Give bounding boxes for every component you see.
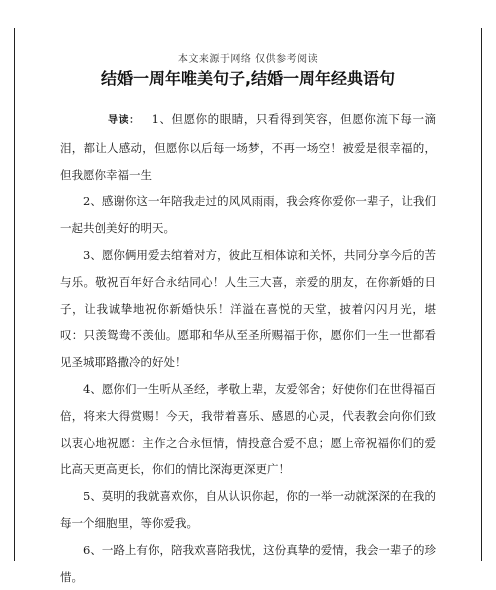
paragraph-1 <box>60 106 436 188</box>
paragraph-2: 2、感谢你这一年陪我走过的风风雨雨，我会疼你爱你一辈子，让我们一起共创美好的明天。 <box>60 194 436 236</box>
paragraph-5: 5、莫明的我就喜欢你，自从认识你起，你的一举一动就深深的在我的每一个细胞里，等你爱我。 <box>60 489 436 530</box>
paragraph-6: 6、一路上有你，陪我欢喜陪我忧，这份真挚的爱情，我会一辈子的珍惜。 <box>60 542 436 584</box>
document-body <box>60 106 436 590</box>
lead-label: 导读： <box>108 115 140 126</box>
paragraph-3: 3、愿你俩用爱去绾着对方，彼此互相体谅和关怀，共同分享今后的苦与乐。敬祝百年好合永结同心！人生三大喜，亲爱的朋友，在你新婚的日子，让我诚挚地祝你新婚快乐！洋溢在喜悦的天堂，披着闪闪月光，堪叹：只羡鸳鸯不羡仙。愿耶和华从至圣所赐福于你，愿你们一生一世都看见圣城耶路撒冷的好处！ <box>60 247 436 370</box>
document-title: 结婚一周年唯美句子,结婚一周年经典语句 <box>100 69 396 88</box>
paragraph-4: 4、愿你们一生听从圣经，孝敬上辈，友爱邻舍；好使你们在世得福百倍，将来大得赏赐！今天，我带着喜乐、感恩的心灵，代表教会向你们致以衷心地祝愿：主作之合永恒情，情投意合爱不息；愿上帝祝福你们的爱比高天更高更长，你们的情比深海更深更广！ <box>60 381 436 477</box>
page-border-left <box>14 28 15 561</box>
paragraph-text: 1、但愿你的眼睛，只看得到笑容，但愿你流下每一滴泪，都让人感动，但愿你以后每一场梦，不再一场空！被爱是很幸福的，但我愿你幸福一生 <box>60 112 436 182</box>
page-border-right <box>481 28 482 561</box>
source-note: 本文来源于网络 仅供参考阅读 <box>177 54 319 65</box>
